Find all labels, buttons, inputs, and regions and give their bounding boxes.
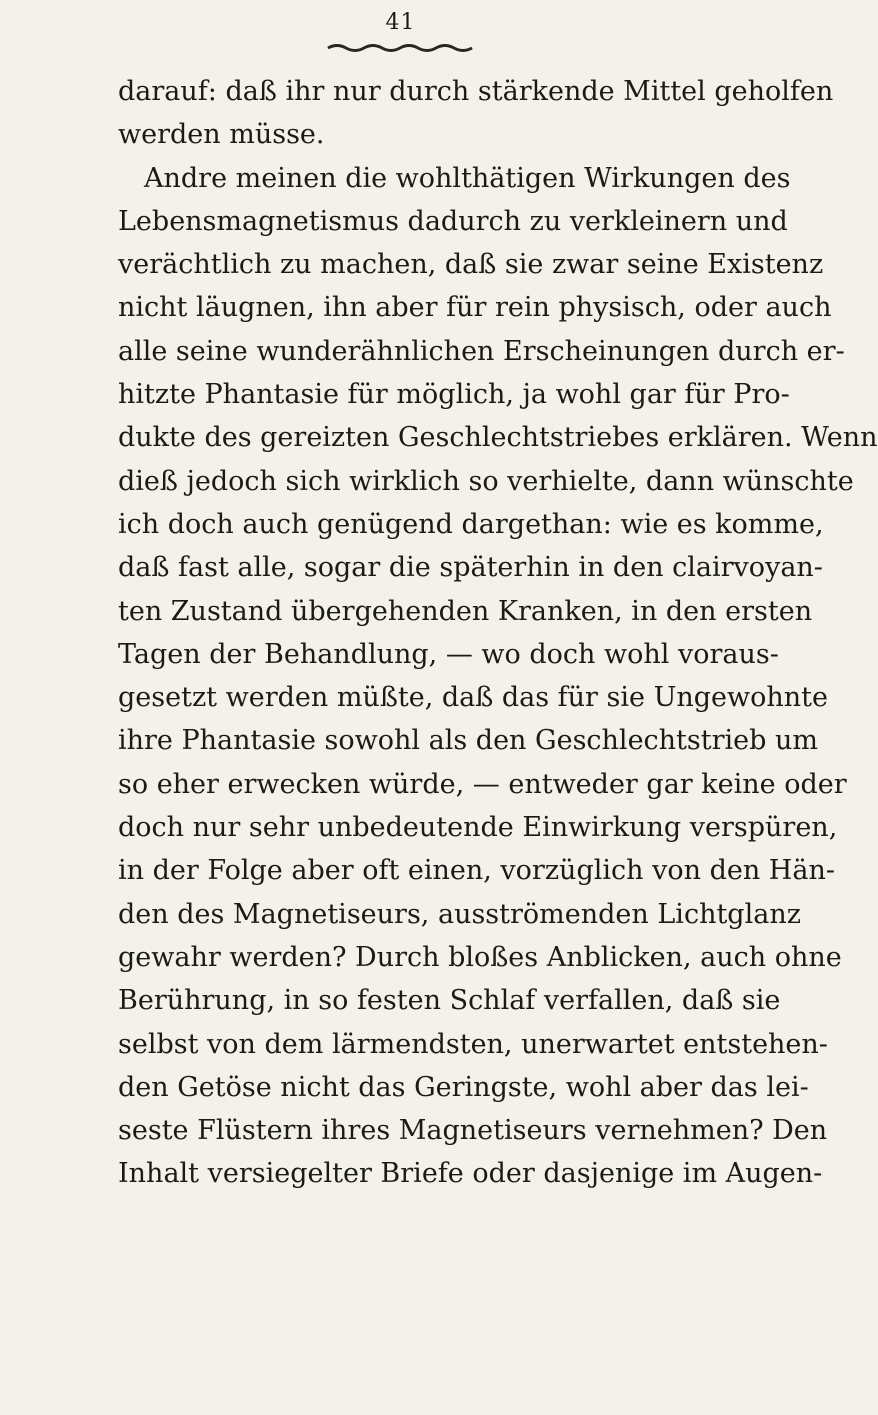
text-line: seste Flüstern ihres Magnetiseurs vernehmen? Den — [118, 1115, 828, 1147]
text-line: ich doch auch genügend dargethan: wie es komme, — [118, 508, 824, 540]
page-number: 41 — [385, 10, 416, 35]
ornament-rule-icon — [326, 42, 476, 54]
body-text — [118, 70, 878, 1196]
text-line: dukte des gereizten Geschlechtstriebes erklären. Wenn — [118, 422, 878, 454]
text-line: selbst von dem lärmendsten, unerwartet entstehen- — [118, 1028, 828, 1060]
text-line: Andre meinen die wohlthätigen Wirkungen des — [144, 162, 791, 194]
text-line: verächtlich zu machen, daß sie zwar seine Existenz — [118, 249, 824, 281]
text-line: in der Folge aber oft einen, vorzüglich von den Hän- — [118, 855, 835, 887]
text-line: ten Zustand übergehenden Kranken, in den ersten — [118, 595, 813, 627]
text-line: dieß jedoch sich wirklich so verhielte, dann wünschte — [118, 465, 854, 497]
text-line: gesetzt werden müßte, daß das für sie Ungewohnte — [118, 682, 828, 714]
text-line: gewahr werden? Durch bloßes Anblicken, auch ohne — [118, 941, 842, 973]
text-line: darauf: daß ihr nur durch stärkende Mittel geholfen — [118, 76, 834, 107]
text-line: so eher erwecken würde, — entweder gar keine oder — [118, 768, 847, 800]
text-line: ihre Phantasie sowohl als den Geschlechtstrieb um — [118, 725, 818, 757]
text-line: nicht läugnen, ihn aber für rein physisch, oder auch — [118, 292, 832, 324]
text-line: Berührung, in so festen Schlaf verfallen, daß sie — [118, 985, 781, 1017]
text-line: werden müsse. — [118, 119, 325, 151]
text-line: den des Magnetiseurs, ausströmenden Lichtglanz — [118, 898, 801, 930]
text-line: Tagen der Behandlung, — wo doch wohl voraus- — [118, 638, 779, 670]
text-line: Inhalt versiegelter Briefe oder dasjenige im Augen- — [118, 1158, 823, 1190]
text-line: Lebensmagnetismus dadurch zu verkleinern und — [118, 205, 788, 237]
text-line: daß fast alle, sogar die späterhin in den clairvoyan- — [118, 552, 823, 584]
text-line: doch nur sehr unbedeutende Einwirkung verspüren, — [118, 812, 838, 844]
text-line: alle seine wunderähnlichen Erscheinungen durch er- — [118, 335, 845, 367]
text-line: hitzte Phantasie für möglich, ja wohl gar für Pro- — [118, 379, 790, 411]
text-line: den Getöse nicht das Geringste, wohl aber das lei- — [118, 1071, 809, 1103]
